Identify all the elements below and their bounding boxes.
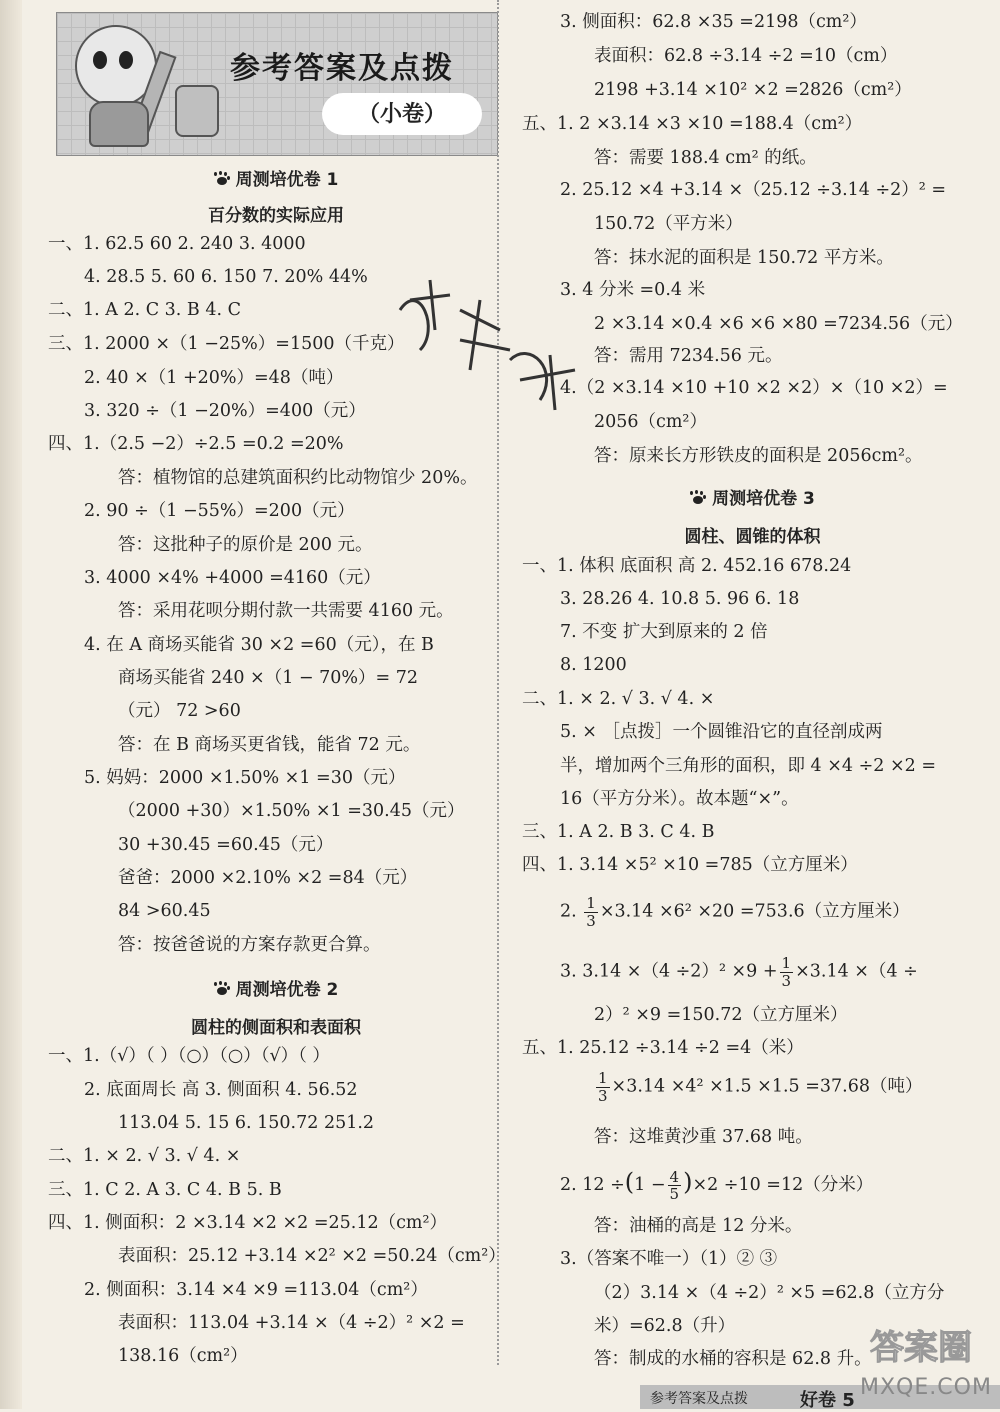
answer-line: 2. 25.12 ×4 +3.14 ×（25.12 ÷3.14 ÷2）² =	[560, 180, 947, 200]
handwritten-signature	[390, 270, 590, 420]
answer-line: 2056（cm²）	[594, 412, 707, 432]
answer-line: 答：在 B 商场买更省钱，能省 72 元。	[118, 735, 421, 755]
background-watermark-glyphs	[800, 820, 950, 1300]
answer-line: 4. 在 A 商场买能省 30 ×2 =60（元），在 B	[84, 635, 434, 655]
page-subtitle: （小卷）	[357, 102, 446, 127]
section-title-1: 周测培优卷 1	[56, 165, 496, 190]
answer-line: 3. 28.26 4. 10.8 5. 96 6. 18	[560, 589, 800, 609]
column-divider	[497, 0, 499, 1365]
section-subtitle-3: 圆柱、圆锥的体积	[684, 527, 821, 547]
answer-line: 5. 妈妈：2000 ×1.50% ×1 =30（元）	[84, 768, 406, 788]
backpack-icon	[175, 85, 219, 137]
answer-line: 2. 底面周长 高 3. 侧面积 4. 56.52	[84, 1080, 358, 1100]
answer-line: 表面积：25.12 +3.14 ×2² ×2 =50.24（cm²）	[118, 1246, 506, 1266]
answer-line: 2. $\frac{1}{3}$ ×3.14 ×6² ×20 =753.6（立方厘米）	[560, 894, 910, 930]
answer-line: 答：这堆黄沙重 37.68 吨。	[594, 1127, 813, 1147]
answer-line: 2198 +3.14 ×10² ×2 =2826（cm²）	[594, 80, 912, 100]
answer-line: 二、1. × 2. √ 3. √ 4. ×	[48, 1146, 241, 1166]
answer-line: 答：油桶的高是 12 分米。	[594, 1216, 803, 1236]
answer-line: 一、1. 体积 底面积 高 2. 452.16 678.24	[522, 556, 852, 576]
answer-line: 3. 4000 ×4% +4000 =4160（元）	[84, 568, 381, 588]
answer-line: 150.72（平方米）	[594, 214, 743, 234]
answer-line: 3. 4 分米 =0.4 米	[560, 280, 706, 300]
answer-header-banner	[56, 12, 498, 156]
answer-line: 4. 28.5 5. 60 6. 150 7. 20% 44%	[84, 267, 368, 287]
answer-line: 二、1. A 2. C 3. B 4. C	[48, 300, 242, 320]
answer-line: 答：抹水泥的面积是 150.72 平方米。	[594, 248, 894, 268]
watermark-logo: 答案圈	[870, 1328, 972, 1368]
answer-line: （2）3.14 ×（4 ÷2）² ×5 =62.8（立方分	[594, 1283, 945, 1303]
answer-line: 三、1. A 2. B 3. C 4. B	[522, 822, 715, 842]
section-subtitle-1: 百分数的实际应用	[208, 206, 344, 226]
answer-line: 138.16（cm²）	[118, 1346, 248, 1366]
answer-line: 答：植物馆的总建筑面积约比动物馆少 20%。	[118, 468, 478, 488]
answer-line: 答：需用 7234.56 元。	[594, 346, 783, 366]
paw-icon	[690, 491, 706, 505]
answer-line: 表面积：62.8 ÷3.14 ÷2 =10（cm）	[594, 46, 898, 66]
section-subtitle-2: 圆柱的侧面积和表面积	[191, 1018, 361, 1038]
answer-line: （2000 +30）×1.50% ×1 =30.45（元）	[118, 801, 465, 821]
answer-line: 3. 320 ÷（1 −20%）=400（元）	[84, 401, 366, 421]
answer-line: 3. 3.14 ×（4 ÷2）² ×9 + $\frac{1}{3}$ ×3.14 ×（4 ÷	[560, 954, 918, 990]
paw-icon	[214, 982, 230, 996]
answer-line: 米）=62.8（升）	[594, 1316, 736, 1336]
answer-line: 五、1. 2 ×3.14 ×3 ×10 =188.4（cm²）	[522, 114, 863, 134]
answer-line: 表面积：113.04 +3.14 ×（4 ÷2）² ×2 =	[118, 1313, 465, 1333]
page-number: 好卷 5	[800, 1390, 855, 1411]
answer-line: 84 >60.45	[118, 901, 211, 921]
paw-icon	[214, 172, 230, 186]
answer-line: 2 ×3.14 ×0.4 ×6 ×6 ×80 =7234.56（元）	[594, 314, 963, 334]
answer-line: 五、1. 25.12 ÷3.14 ÷2 =4（米）	[522, 1038, 804, 1058]
answer-line: 答：这批种子的原价是 200 元。	[118, 535, 373, 555]
answer-line: 8. 1200	[560, 655, 627, 675]
answer-line: 二、1. × 2. √ 3. √ 4. ×	[522, 689, 715, 709]
answer-line: 2. 侧面积：3.14 ×4 ×9 =113.04（cm²）	[84, 1280, 428, 1300]
fraction: $\frac{4}{5}$	[669, 1167, 680, 1203]
answer-line: 3. 侧面积：62.8 ×35 =2198（cm²）	[560, 12, 867, 32]
watermark-url: MXQE.COM	[860, 1375, 992, 1400]
answer-line: 5. × ［点拨］一个圆锥沿它的直径剖成两	[560, 722, 883, 742]
answer-line: 16（平方分米）。故本题“×”。	[560, 789, 799, 809]
footer-text: 参考答案及点拨	[650, 1391, 748, 1407]
answer-line: 半，增加两个三角形的面积，即 4 ×4 ÷2 ×2 =	[560, 756, 937, 776]
answer-line: 商场买能省 240 ×（1 − 70%）= 72	[118, 668, 419, 688]
answer-line: 2. 40 ×（1 +20%）=48（吨）	[84, 368, 344, 388]
fraction: $\frac{1}{3}$	[781, 954, 792, 990]
answer-line: 四、1.（2.5 −2）÷2.5 =0.2 =20%	[48, 434, 344, 454]
page-title: 参考答案及点拨	[230, 51, 454, 86]
answer-line: 答：原来长方形铁皮的面积是 2056cm²。	[594, 446, 923, 466]
answer-line: （元） 72 >60	[118, 701, 241, 721]
mascot-illustration	[67, 21, 177, 146]
fraction: $\frac{1}{3}$	[586, 894, 596, 930]
answer-line: 四、1. 侧面积：2 ×3.14 ×2 ×2 =25.12（cm²）	[48, 1213, 448, 1233]
answer-line: 三、1. C 2. A 3. C 4. B 5. B	[48, 1180, 282, 1200]
answer-line: 4.（2 ×3.14 ×10 +10 ×2 ×2）×（10 ×2）=	[560, 378, 948, 398]
answer-line: 爸爸：2000 ×2.10% ×2 =84（元）	[118, 868, 418, 888]
answer-line: 一、1. 62.5 60 2. 240 3. 4000	[48, 234, 306, 254]
section-title-3: 周测培优卷 3	[520, 484, 985, 509]
answer-line: 30 +30.45 =60.45（元）	[118, 835, 334, 855]
answer-line: 答：制成的水桶的容积是 62.8 升。	[594, 1349, 872, 1369]
answer-line: $\frac{1}{3}$ ×3.14 ×4² ×1.5 ×1.5 =37.68（吨）	[598, 1069, 923, 1105]
answer-line: 2. 90 ÷（1 −55%）=200（元）	[84, 501, 355, 521]
answer-line: 2. 12 ÷(1 − $\frac{4}{5}$ )×2 ÷10 =12（分米）	[560, 1167, 874, 1203]
answer-line: 3.（答案不唯一）（1）② ③	[560, 1249, 778, 1269]
page-edge	[0, 0, 22, 1409]
answer-line: 2）² ×9 =150.72（立方厘米）	[594, 1005, 848, 1025]
fraction: $\frac{1}{3}$	[598, 1069, 608, 1105]
answer-line: 答：需要 188.4 cm² 的纸。	[594, 148, 817, 168]
answer-line: 答：采用花呗分期付款一共需要 4160 元。	[118, 601, 454, 621]
answer-line: 一、1.（√）（ ）（○）（○）（√）（ ）	[48, 1046, 330, 1066]
answer-line: 7. 不变 扩大到原来的 2 倍	[560, 622, 768, 642]
answer-line: 113.04 5. 15 6. 150.72 251.2	[118, 1113, 375, 1133]
answer-line: 四、1. 3.14 ×5² ×10 =785（立方厘米）	[522, 855, 858, 875]
answer-line: 三、1. 2000 ×（1 −25%）=1500（千克）	[48, 334, 405, 354]
section-title-2: 周测培优卷 2	[56, 975, 496, 1000]
answer-line: 答：按爸爸说的方案存款更合算。	[118, 935, 381, 955]
